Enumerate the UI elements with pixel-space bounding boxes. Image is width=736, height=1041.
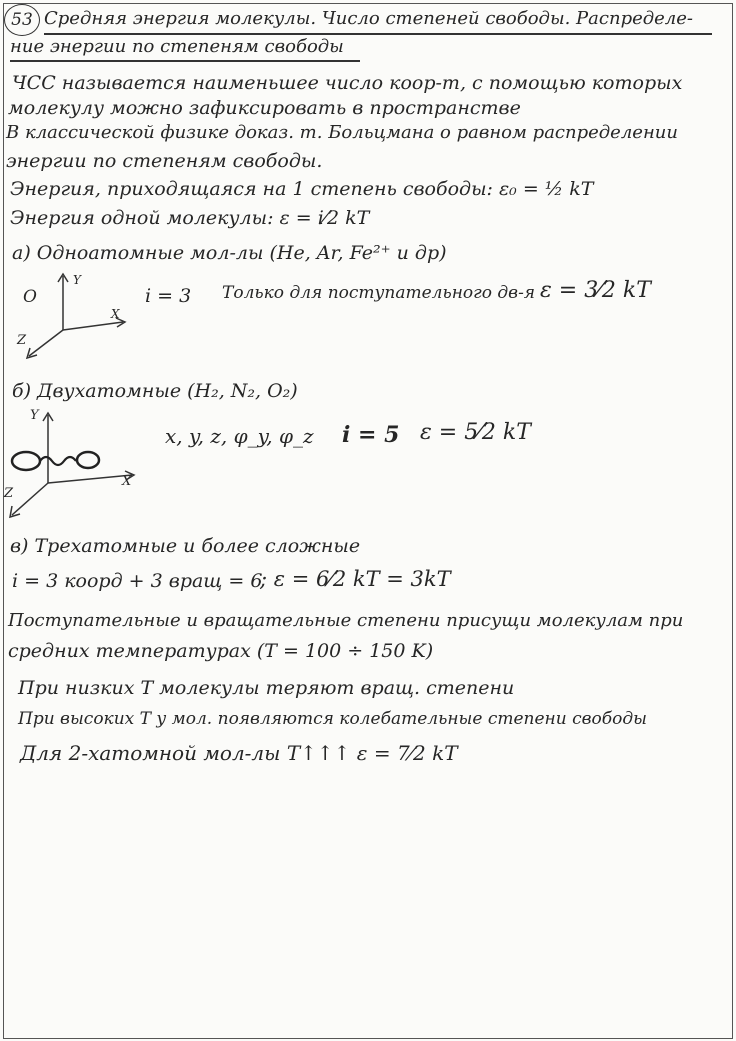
axis-y-label: Y (30, 408, 39, 423)
body-line-4: энергии по степеням свободы. (6, 150, 323, 172)
question-number-badge: 53 (4, 4, 40, 36)
section-b-heading: б) Двухатомные (H₂, N₂, O₂) (12, 380, 298, 402)
section-c-heading: в) Трехатомные и более сложные (10, 535, 361, 557)
origin-label: O (23, 287, 37, 307)
section-b-i: i = 5 (342, 422, 400, 448)
axis-z-label: Z (17, 333, 27, 348)
title-underline-2 (10, 60, 360, 62)
atom-2-shape (77, 452, 99, 468)
body-line-1: ЧСС называется наименьшее число коор-т, с помощью которых (12, 72, 683, 94)
body-line-5: Энергия, приходящаяся на 1 степень свободы: ε₀ = ½ kT (10, 178, 594, 200)
section-b-coords: x, y, z, φ_y, φ_z (165, 424, 314, 448)
section-a-heading: а) Одноатомные мол-лы (He, Ar, Fe²⁺ и др) (12, 242, 447, 264)
axis-x-label: X (111, 307, 120, 321)
atom-1-shape (12, 452, 40, 470)
body-line-6: Энергия одной молекулы: ε = i⁄2 kT (10, 207, 370, 229)
title-line-1: Средняя энергия молекулы. Число степеней свободы. Распределе- (44, 8, 693, 29)
axes-diagram-monoatomic (15, 270, 135, 360)
bond-shape (40, 457, 76, 465)
section-a-note: Только для поступательного дв-я (222, 283, 536, 303)
title-line-2: ние энергии по степеням свободы (10, 36, 344, 57)
closing-line-1: Поступательные и вращательные степени присущи молекулам при (8, 610, 684, 631)
axis-x-label: X (122, 474, 132, 489)
section-a-formula: ε = 3⁄2 kT (540, 278, 651, 303)
title-underline-1 (44, 33, 712, 35)
body-line-3: В классической физике доказ. т. Больцмана о равном распределении (6, 122, 678, 143)
section-b-formula: ε = 5⁄2 kT (420, 420, 531, 445)
body-line-2: молекулу можно зафиксировать в пространстве (8, 97, 521, 119)
axis-z-label: Z (4, 486, 14, 501)
section-a-i: i = 3 (145, 285, 192, 307)
closing-line-3: При низких T молекулы теряют вращ. степени (18, 677, 515, 699)
axes-diagram-diatomic (4, 405, 144, 520)
closing-line-4: При высоких T у мол. появляются колебательные степени свободы (18, 709, 647, 729)
axis-y-label: Y (73, 273, 81, 287)
closing-line-5: Для 2-хатомной мол-лы T↑↑↑ ε = 7⁄2 kT (20, 741, 458, 765)
section-c-formula: ; ε = 6⁄2 kT = 3kT (260, 567, 451, 591)
closing-line-2: средних температурах (T = 100 ÷ 150 K) (8, 640, 434, 662)
section-c-i: i = 3 коорд + 3 вращ = 6 (12, 570, 263, 592)
